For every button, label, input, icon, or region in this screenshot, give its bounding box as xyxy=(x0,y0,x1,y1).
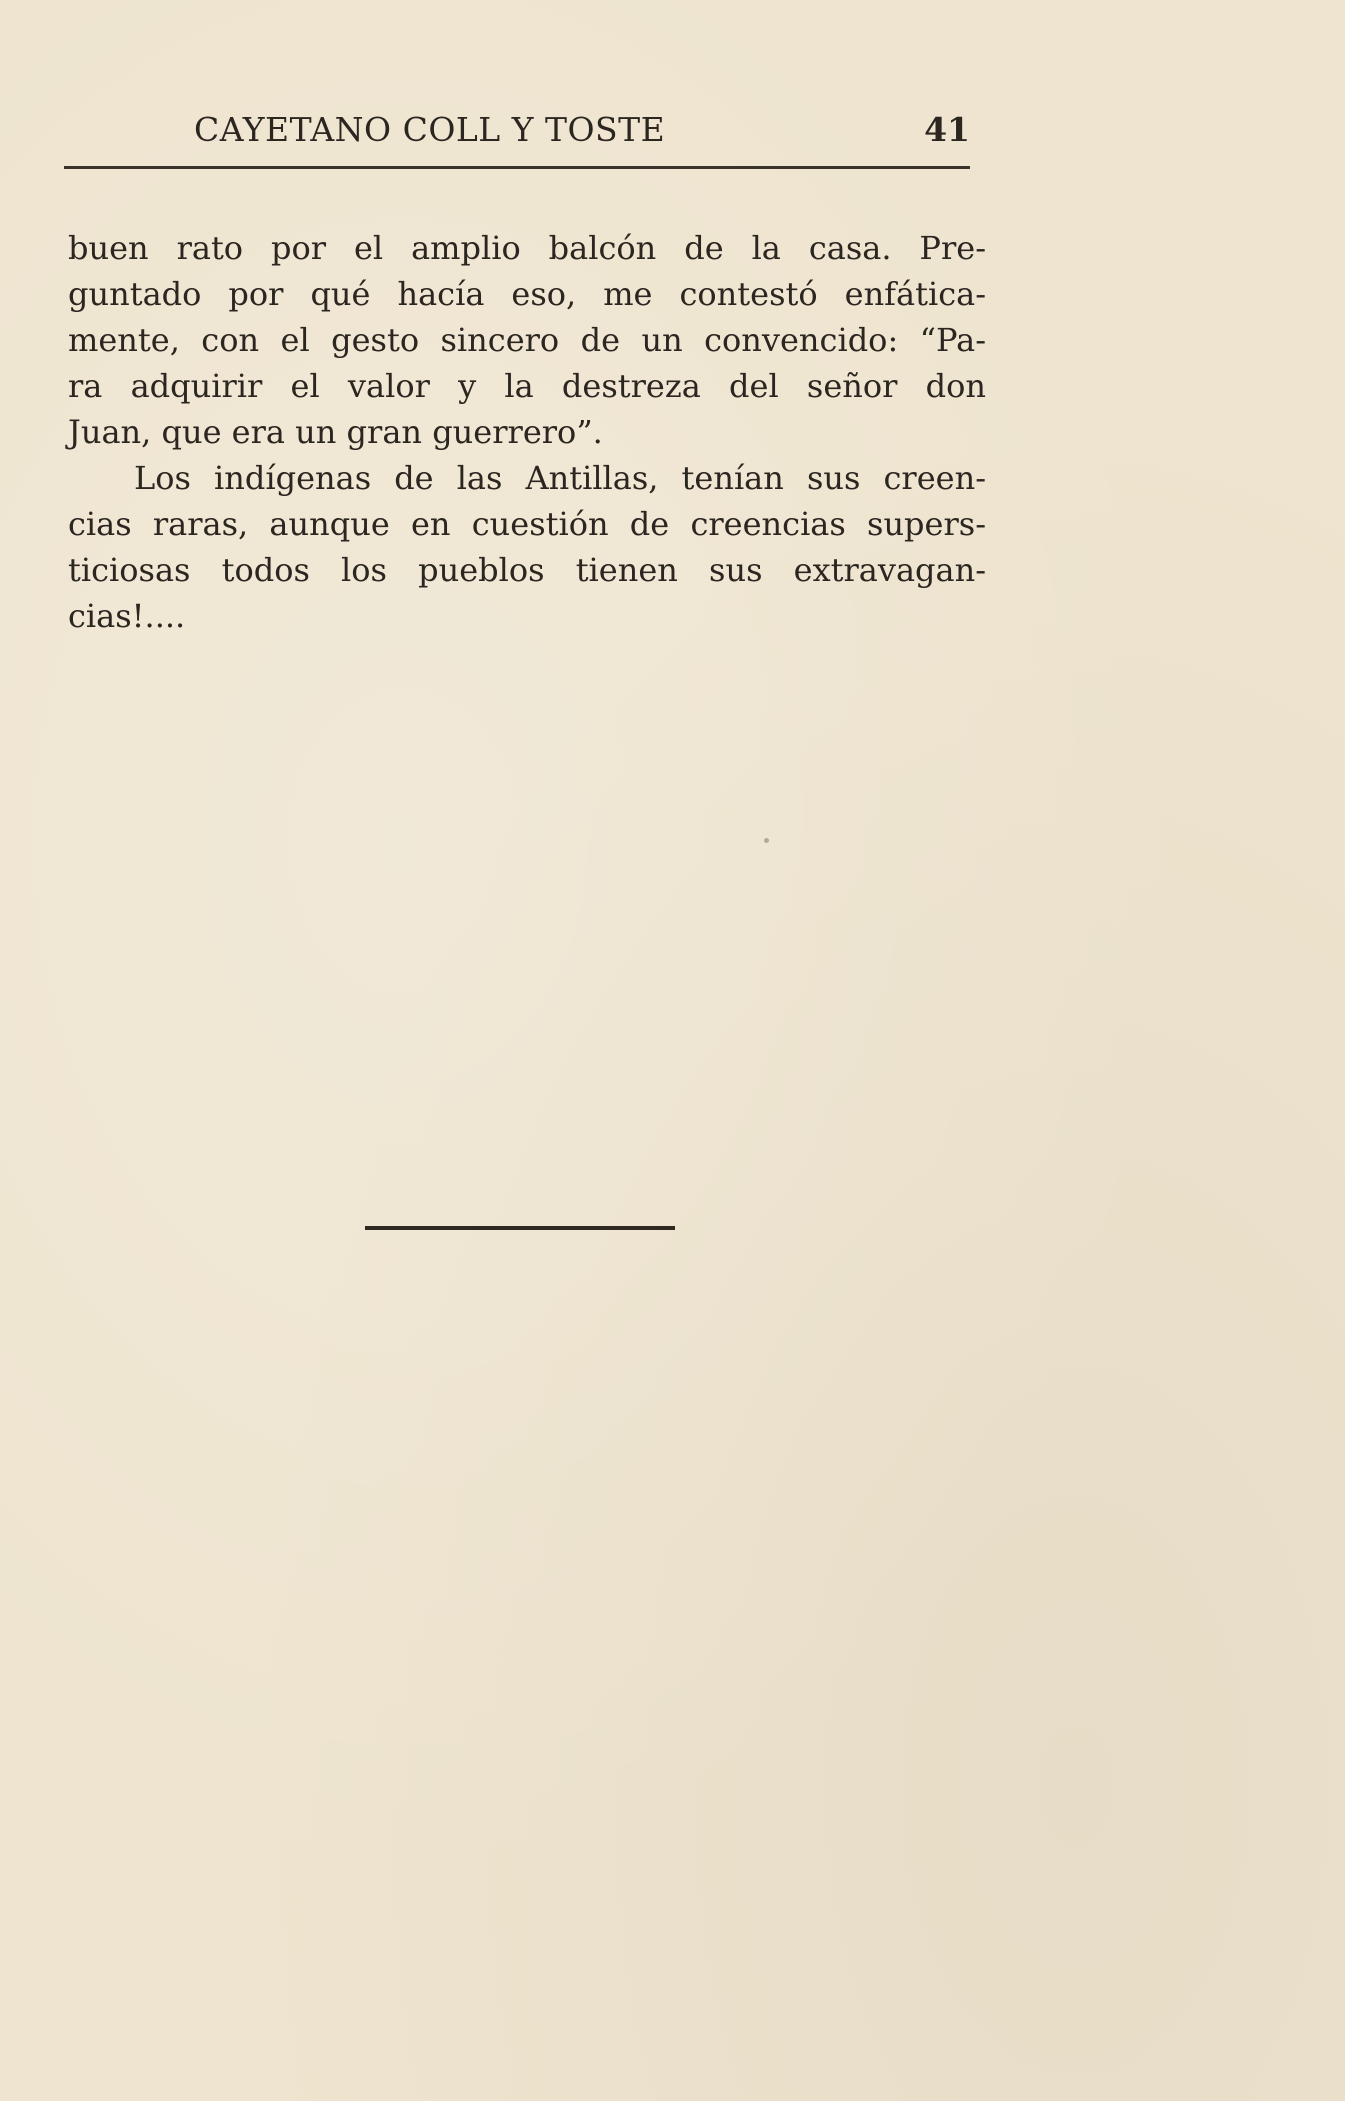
text-line: ra adquirir el valor y la destreza del señor don xyxy=(68,367,986,405)
text-line: Juan, que era un gran guerrero”. xyxy=(68,413,603,451)
paper-speck xyxy=(764,838,769,843)
section-end-rule xyxy=(365,1226,675,1230)
text-line: cias raras, aunque en cuestión de creencias supers- xyxy=(68,505,986,543)
header-rule xyxy=(64,166,970,169)
page-number: 41 xyxy=(924,110,970,149)
body-text xyxy=(68,225,986,639)
text-line: buen rato por el amplio balcón de la casa. Pre- xyxy=(68,229,986,267)
text-line: ticiosas todos los pueblos tienen sus extravagan- xyxy=(68,551,986,589)
text-line: cias!.... xyxy=(68,597,186,635)
running-head xyxy=(64,110,970,160)
text-line: mente, con el gesto sincero de un convencido: “Pa- xyxy=(68,321,986,359)
text-line: Los indígenas de las Antillas, tenían sus creen- xyxy=(134,459,986,497)
running-title: CAYETANO COLL Y TOSTE xyxy=(194,110,666,149)
text-line: guntado por qué hacía eso, me contestó enfática- xyxy=(68,275,986,313)
